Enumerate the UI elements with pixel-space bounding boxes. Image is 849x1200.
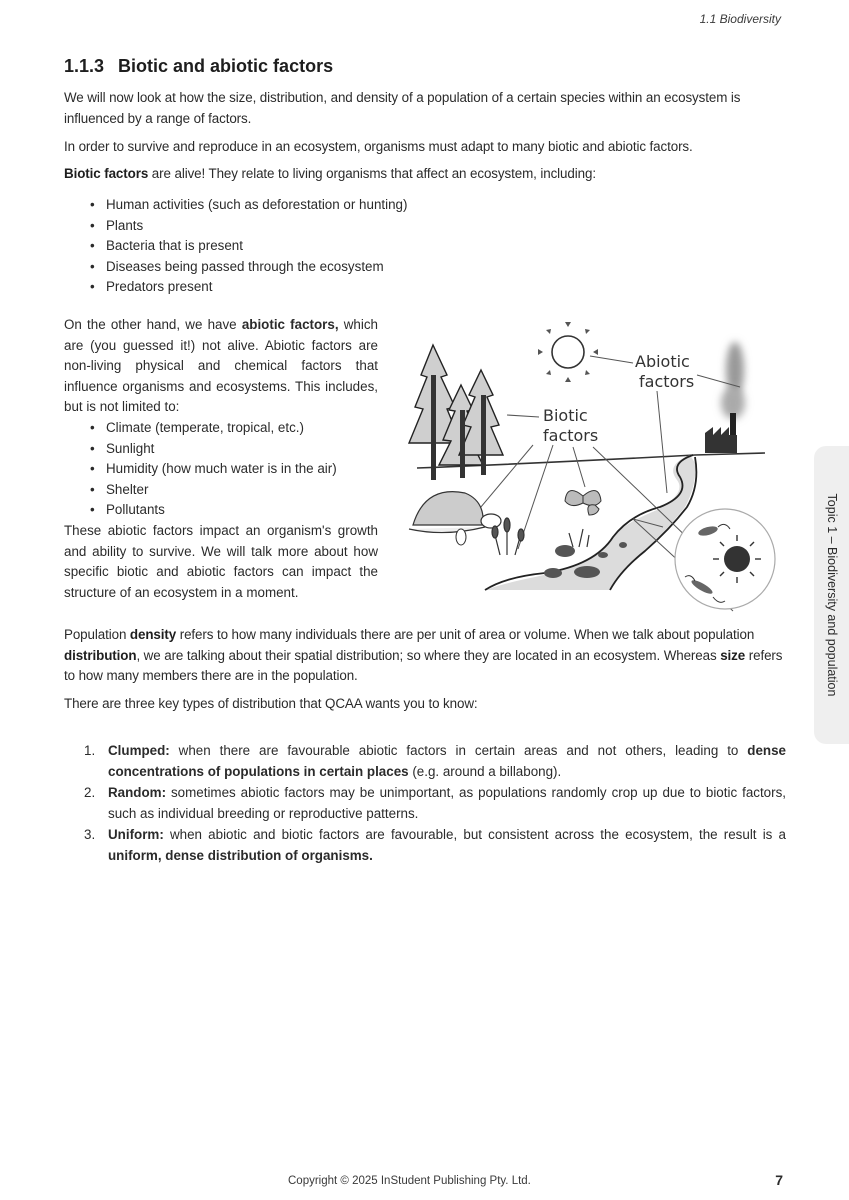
biotic-lead: Biotic factors are alive! They relate to living organisms that affect an ecosystem, including:: [64, 166, 596, 181]
adapt-paragraph: In order to survive and reproduce in an ecosystem, organisms must adapt to many biotic and abiotic factors.: [64, 139, 693, 154]
list-item: • Human activities (such as deforestation or hunting): [84, 195, 407, 216]
distribution-item-uniform: 3. Uniform: when abiotic and biotic factors are favourable, but consistent across the ecosystem, the result is a uniform, dense distribution of organisms.: [84, 827, 786, 863]
factory-icon: [705, 342, 745, 453]
topic-tab-label: Topic 1 – Biodiversity and population: [824, 493, 839, 697]
distribution-list: [84, 741, 786, 867]
abiotic-closing: These abiotic factors impact an organism's growth and ability to survive. We will talk more about how specific biotic and abiotic factors can impact the structure of an ecosystem in a moment.: [64, 523, 378, 600]
size-term: size: [720, 647, 746, 663]
biotic-term: Biotic factors: [64, 166, 149, 181]
biotic-list: [84, 195, 407, 298]
trees-icon: [409, 345, 503, 465]
butterfly-icon: [565, 491, 601, 515]
biotic-label-2: factors: [543, 426, 599, 445]
abiotic-list: [84, 418, 337, 521]
list-item: • Diseases being passed through the ecosystem: [84, 257, 407, 278]
abiotic-lead: On the other hand, we have abiotic factors, which are (you guessed it!) not alive. Abiotic factors are non-living physical and chemical factors that influence organisms and ecosystems. This includes, but is not limited to:: [64, 317, 378, 414]
list-item: • Plants: [84, 216, 407, 237]
section-title: [64, 56, 333, 77]
list-item: • Shelter: [84, 480, 337, 501]
page-number: 7: [775, 1172, 783, 1188]
intro-paragraph: We will now look at how the size, distribution, and density of a population of a certain species within an ecosystem is influenced by a range of factors.: [64, 90, 741, 126]
distribution-item-random: 2. Random: sometimes abiotic factors may be unimportant, as populations randomly crop up due to biotic factors, such as individual breeding or reproductive patterns.: [84, 785, 786, 821]
distribution-item-clumped: 1. Clumped: when there are favourable abiotic factors in certain areas and not others, leading to dense concentrations of populations in certain places (e.g. around a billabong).: [84, 743, 786, 779]
list-item: • Predators present: [84, 277, 407, 298]
section-number: 1.1.3: [64, 56, 105, 76]
footer-copyright: Copyright © 2025 InStudent Publishing Pty. Ltd.: [288, 1175, 531, 1187]
running-head: 1.1 Biodiversity: [699, 12, 781, 26]
abiotic-label-2: factors: [639, 372, 695, 391]
list-item: • Bacteria that is present: [84, 236, 407, 257]
ecosystem-illustration: [395, 315, 787, 620]
sun-icon: [538, 322, 598, 382]
list-item: • Pollutants: [84, 500, 337, 521]
abiotic-label-1: Abiotic: [635, 352, 690, 371]
list-item: • Climate (temperate, tropical, etc.): [84, 418, 337, 439]
abiotic-term: abiotic factors,: [241, 317, 339, 332]
topic-side-tab: [814, 446, 849, 744]
population-paragraph: Population density refers to how many individuals there are per unit of area or volume. When we talk about population distribution, we are talking about their spatial distribution; so where they are located in an ecosystem. Whereas size refers to how many members there are in the population.: [64, 627, 783, 683]
microbe-magnifier-icon: [675, 509, 775, 609]
biotic-label-1: Biotic: [543, 406, 588, 425]
list-item: • Humidity (how much water is in the air): [84, 459, 337, 480]
section-heading: Biotic and abiotic factors: [118, 56, 334, 76]
distribution-lead: There are three key types of distribution that QCAA wants you to know:: [64, 696, 478, 711]
density-term: density: [129, 627, 177, 642]
list-item: • Sunlight: [84, 439, 337, 460]
distribution-term: distribution: [64, 647, 137, 663]
